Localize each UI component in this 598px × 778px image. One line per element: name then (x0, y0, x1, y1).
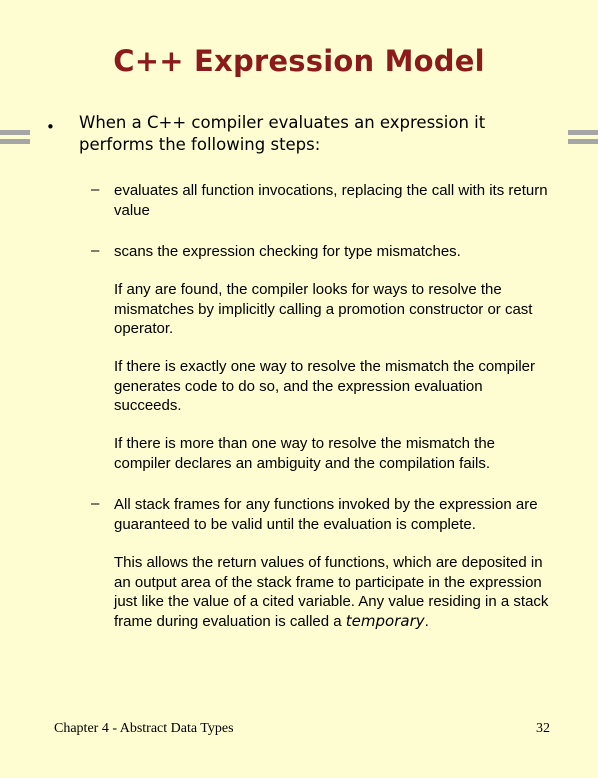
sub-item-function-invocations: evaluates all function invocations, replacing the call with its return value (114, 182, 548, 219)
footer-chapter: Chapter 4 - Abstract Data Types (54, 721, 234, 736)
right-bar-top (568, 130, 598, 135)
left-decorative-bars (0, 130, 30, 148)
dash-3: – (91, 495, 100, 512)
paragraph-temporary-text: This allows the return values of functions, which are deposited in an output area of the stack frame to participate in the expression just like the value of a cited variable. Any value residing in a stack frame during evaluation is called a (114, 554, 549, 630)
slide-title: C++ Expression Model (113, 44, 485, 78)
footer-page-number: 32 (536, 721, 550, 736)
paragraph-one-way: If there is exactly one way to resolve the mismatch the compiler generates code to do so, and the expression evaluation succeeds. (114, 358, 536, 414)
right-decorative-bars (568, 130, 598, 148)
sub-item-stack-frames: All stack frames for any functions invoked by the expression are guaranteed to be valid until the evaluation is complete. (114, 496, 538, 533)
right-bar-bottom (568, 139, 598, 144)
dash-2: – (91, 242, 100, 259)
left-bar-top (0, 130, 30, 135)
paragraph-ambiguity: If there is more than one way to resolve the mismatch the compiler declares an ambiguity and the compilation fails. (114, 435, 496, 472)
paragraph-temporary (114, 553, 554, 631)
bullet-text: When a C++ compiler evaluates an expression it performs the following steps: (79, 113, 486, 154)
paragraph-temporary-tail: . (424, 612, 429, 630)
dash-1: – (91, 181, 100, 198)
left-bar-bottom (0, 139, 30, 144)
paragraph-resolve-mismatches: If any are found, the compiler looks for ways to resolve the mismatches by implicitly calling a promotion constructor or cast operator. (114, 281, 533, 337)
term-temporary: temporary (345, 611, 425, 630)
bullet-symbol: • (46, 118, 55, 136)
sub-item-type-mismatches: scans the expression checking for type mismatches. (114, 243, 461, 260)
